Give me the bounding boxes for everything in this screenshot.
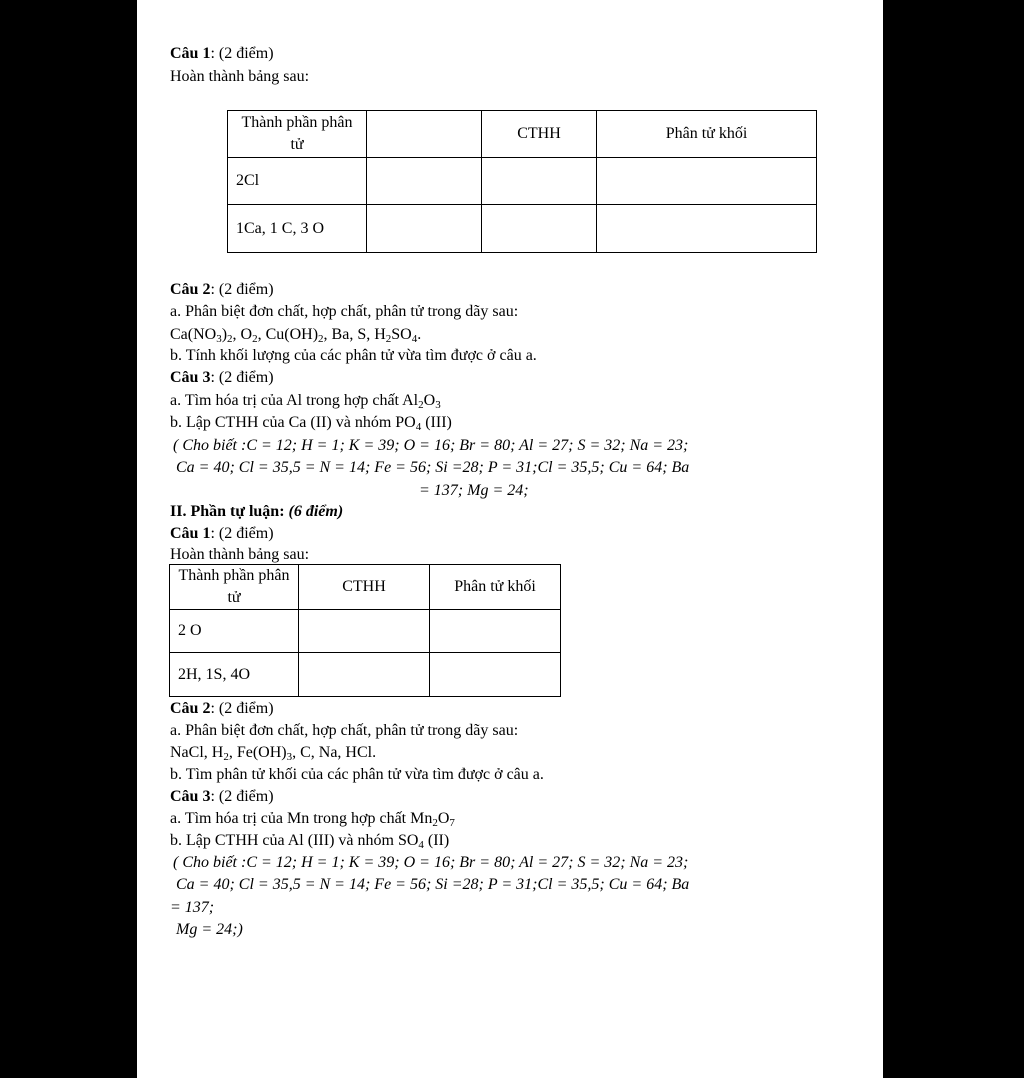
p2-table-cell: 2 O xyxy=(170,610,299,653)
p2-q2-heading: Câu 2: (2 điểm) xyxy=(170,700,274,717)
p2-table-cell xyxy=(430,653,561,697)
p2-table-header: Phân tử khối xyxy=(430,565,561,610)
p2-q2-formulas: NaCl, $H_2$, $Fe(OH)_3$, C, Na, HCl. xyxy=(170,744,377,763)
p1-q2-formulas: $Ca(NO_3)_2$, $O_2$, $Cu(OH)_2$, Ba, S, $H_2SO_4$. xyxy=(170,326,422,345)
p1-given-line1: ( Cho biết :C = 12; H = 1; K = 39; O = 16; Br = 80; Al = 27; S = 32; Na = 23; xyxy=(173,437,689,454)
p1-q2a: a. Phân biệt đơn chất, hợp chất, phân tử trong dãy sau: xyxy=(170,303,519,320)
p2-q3a: a. Tìm hóa trị của Mn trong hợp chất $Mn_2O_7$ xyxy=(170,810,455,829)
table-row xyxy=(170,653,561,697)
p1-table xyxy=(227,110,817,253)
p1-q3-heading: Câu 3: (2 điểm) xyxy=(170,369,274,386)
p2-q1-heading: Câu 1: (2 điểm) xyxy=(170,525,274,542)
p1-table-header: CTHH xyxy=(482,111,597,158)
p2-given-line4: Mg = 24;) xyxy=(176,921,243,938)
p1-table-cell: 1Ca, 1 C, 3 O xyxy=(228,205,367,253)
p2-table-header: CTHH xyxy=(299,565,430,610)
p2-q3-heading: Câu 3: (2 điểm) xyxy=(170,788,274,805)
p1-table-header: Thành phần phân tử xyxy=(228,111,367,158)
p2-q2a: a. Phân biệt đơn chất, hợp chất, phân tử trong dãy sau: xyxy=(170,722,519,739)
p1-q3a: a. Tìm hóa trị của Al trong hợp chất $Al_2O_3$ xyxy=(170,392,441,411)
p1-table-cell xyxy=(482,205,597,253)
document-page xyxy=(137,0,883,1078)
table-row xyxy=(170,610,561,653)
p1-q1-heading: Câu 1: (2 điểm) xyxy=(170,45,274,62)
p2-given-line3: = 137; xyxy=(170,899,215,916)
p2-table-cell xyxy=(299,610,430,653)
p1-q2-heading: Câu 2: (2 điểm) xyxy=(170,281,274,298)
p2-given-line2: Ca = 40; Cl = 35,5 = N = 14; Fe = 56; Si =28; P = 31;Cl = 35,5; Cu = 64; Ba xyxy=(176,876,690,893)
p1-table-header xyxy=(367,111,482,158)
p2-table-cell xyxy=(430,610,561,653)
table-row xyxy=(228,205,817,253)
p1-table-cell: 2Cl xyxy=(228,158,367,205)
p1-given-line2: Ca = 40; Cl = 35,5 = N = 14; Fe = 56; Si =28; P = 31;Cl = 35,5; Cu = 64; Ba xyxy=(176,459,690,476)
p1-q3b: b. Lập CTHH của Ca (II) và nhóm $PO_4$ (III) xyxy=(170,414,452,433)
p2-q2b: b. Tìm phân tử khối của các phân tử vừa tìm được ở câu a. xyxy=(170,766,544,783)
part2-heading: II. Phần tự luận: (6 điểm) xyxy=(170,503,344,520)
p1-table-cell xyxy=(367,205,482,253)
p2-table-cell xyxy=(299,653,430,697)
p1-table-cell xyxy=(597,205,817,253)
p1-table-header: Phân tử khối xyxy=(597,111,817,158)
p2-table-header: Thành phần phân tử xyxy=(170,565,299,610)
p1-table-cell xyxy=(482,158,597,205)
p1-table-cell xyxy=(597,158,817,205)
p2-given-line1: ( Cho biết :C = 12; H = 1; K = 39; O = 16; Br = 80; Al = 27; S = 32; Na = 23; xyxy=(173,854,689,871)
p2-table xyxy=(169,564,561,697)
p2-q1-instruction: Hoàn thành bảng sau: xyxy=(170,546,310,563)
p1-q2b: b. Tính khối lượng của các phân tử vừa tìm được ở câu a. xyxy=(170,347,537,364)
p2-q3b: b. Lập CTHH của Al (III) và nhóm $SO_4$ (II) xyxy=(170,832,450,851)
p2-table-cell: 2H, 1S, 4O xyxy=(170,653,299,697)
p1-q1-instruction: Hoàn thành bảng sau: xyxy=(170,68,310,85)
table-row xyxy=(228,158,817,205)
p1-table-cell xyxy=(367,158,482,205)
p1-given-line3: = 137; Mg = 24; xyxy=(419,482,529,499)
